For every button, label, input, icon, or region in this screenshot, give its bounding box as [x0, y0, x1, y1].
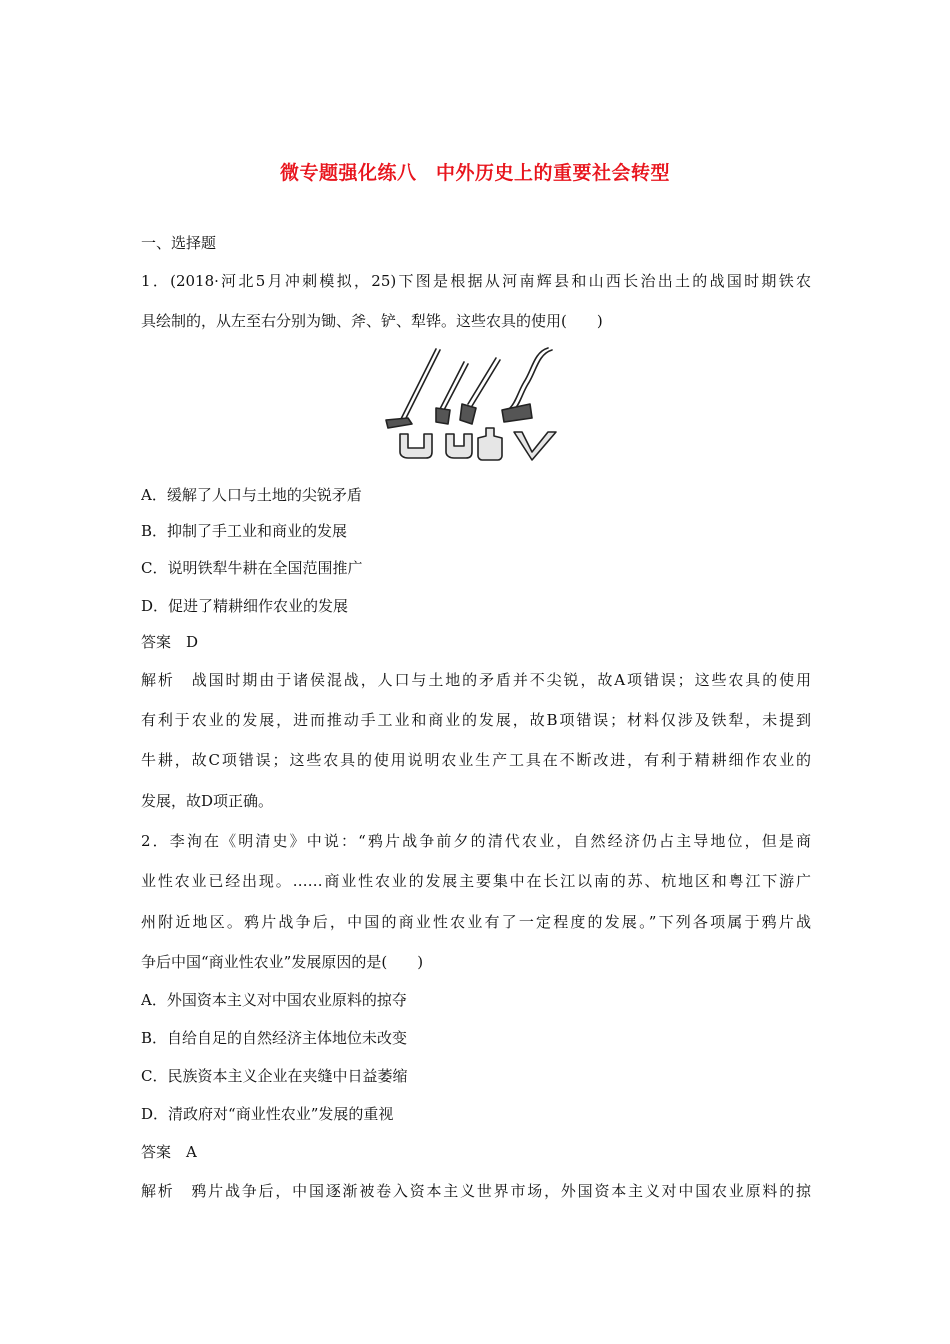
hoe-blade-icon: [400, 434, 432, 458]
q1-option-c: C．说明铁犁牛耕在全国范围推广: [141, 559, 363, 577]
q2-stem-line-2: 业性农业已经出现。……商业性农业的发展主要集中在长江以南的苏、杭地区和粤江下游广: [141, 872, 811, 890]
q2-answer: 答案 A: [141, 1143, 197, 1161]
q2-analysis-line-1: 解析 鸦片战争后，中国逐渐被卷入资本主义世界市场，外国资本主义对中国农业原料的掠: [141, 1182, 811, 1200]
q1-option-b: B．抑制了手工业和商业的发展: [141, 522, 348, 540]
q1-stem-line-1: 1．(2018·河北5月冲刺模拟，25)下图是根据从河南辉县和山西长治出土的战国时期铁农: [141, 272, 811, 290]
q1-analysis-line-3: 牛耕，故C项错误；这些农具的使用说明农业生产工具在不断改进，有利于精耕细作农业的: [141, 751, 811, 769]
q1-option-d: D．促进了精耕细作农业的发展: [141, 597, 349, 615]
q1-analysis-line-2: 有利于农业的发展，进而推动手工业和商业的发展，故B项错误；材料仅涉及铁犁，未提到: [141, 711, 811, 729]
q2-option-c: C．民族资本主义企业在夹缝中日益萎缩: [141, 1067, 408, 1085]
page-title: 微专题强化练八 中外历史上的重要社会转型: [279, 162, 670, 184]
axe-blade-icon: [446, 434, 472, 458]
q2-stem-line-3: 州附近地区。鸦片战争后，中国的商业性农业有了一定程度的发展。”下列各项属于鸦片战: [141, 913, 811, 931]
q2-option-a: A．外国资本主义对中国农业原料的掠夺: [141, 991, 407, 1009]
q1-analysis-line-1: 解析 战国时期由于诸侯混战，人口与土地的矛盾并不尖锐，故A项错误；这些农具的使用: [141, 671, 811, 689]
q1-option-a: A．缓解了人口与土地的尖锐矛盾: [141, 486, 362, 504]
hoe-icon: [386, 349, 440, 428]
plough-share-icon: [514, 432, 556, 460]
iron-farm-tools-figure: [378, 344, 562, 464]
spade-blade-icon: [478, 428, 502, 460]
q1-answer: 答案 D: [141, 633, 199, 651]
q1-analysis-line-4: 发展，故D项正确。: [141, 792, 274, 810]
section-heading: 一、选择题: [141, 234, 217, 252]
q2-stem-line-4: 争后中国“商业性农业”发展原因的是( ): [141, 953, 424, 971]
q2-stem-line-1: 2．李洵在《明清史》中说：“鸦片战争前夕的清代农业，自然经济仍占主导地位，但是商: [141, 832, 811, 850]
plough-icon: [502, 348, 552, 422]
q2-option-b: B．自给自足的自然经济主体地位未改变: [141, 1029, 408, 1047]
q2-option-d: D．清政府对“商业性农业”发展的重视: [141, 1105, 394, 1123]
q1-stem-line-2: 具绘制的，从左至右分别为锄、斧、铲、犁铧。这些农具的使用( ): [141, 312, 603, 330]
